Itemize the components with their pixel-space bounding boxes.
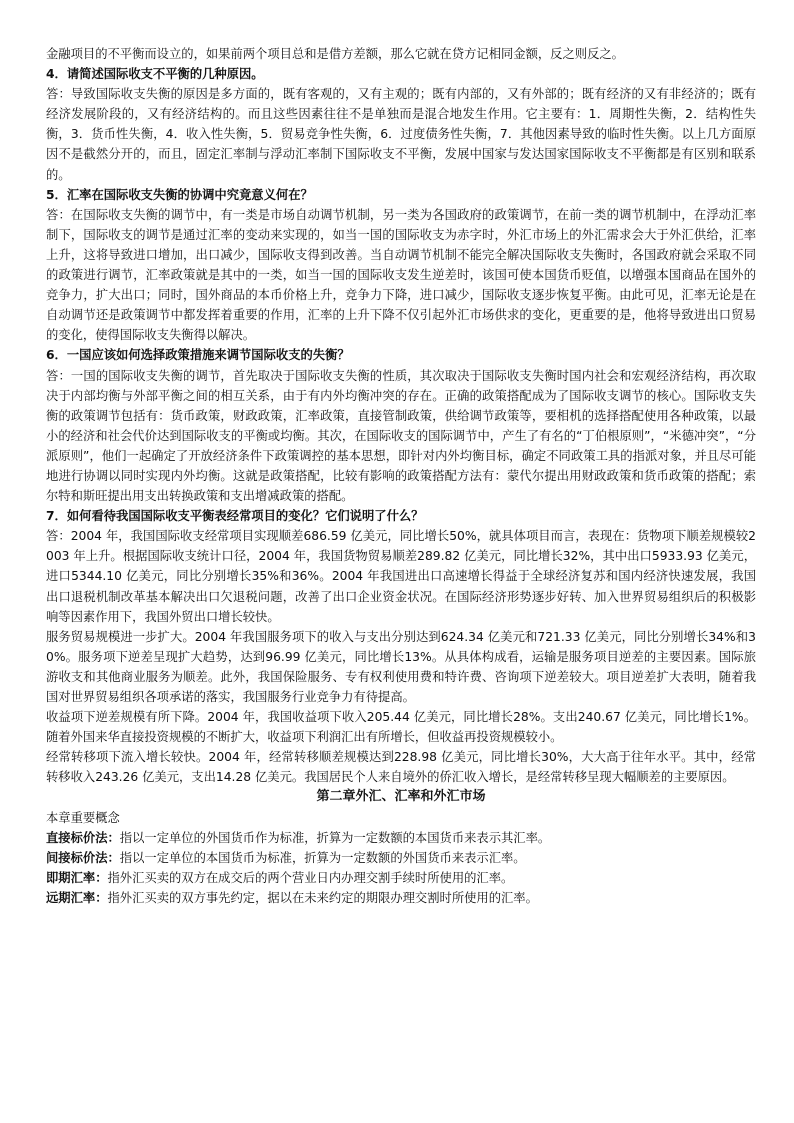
answer-paragraph: 答：在国际收支失衡的调节中，有一类是市场自动调节机制，另一类为各国政府的政策调节，在前一类的调节机制中，在浮动汇率制下，国际收支的调节是通过汇率的变动来实现的，如当一国的国际收支为赤字时，外汇市场上的外汇需求会大于外汇供给，汇率上升，这将导致进口增加，出口减少，国际收支得到改善。当自动调节机制不能完全解决国际收支失衡时，各国政府就会采取不同的政策进行调节，汇率政策就是其中的一类，如当一国的国际收支发生逆差时，该国可使本国货币贬值，以增强本国商品在国外的竞争力，扩大出口；同时，国外商品的本币价格上升，竞争力下降，进口减少，国际收支逐步恢复平衡。由此可见，汇率无论是在自动调节还是政策调节中都发挥着重要的作用，汇率的上升下降不仅引起外汇市场供求的变化，更重要的是，他将导致进出口贸易的变化，使得国际收支失衡得以解决。 [46, 207, 756, 343]
answer-paragraph: 收益项下逆差规模有所下降。2004 年，我国收益项下收入205.44 亿美元，同比增长28%。支出240.67 亿美元，同比增长1%。随着外国来华直接投资规模的不断扩大，收益项下利润汇出有所增长，但收益再投资规模较小。 [46, 710, 756, 745]
intro-paragraph: 金融项目的不平衡而设立的，如果前两个项目总和是借方差额，那么它就在贷方记相同金额，反之则反之。 [46, 47, 624, 61]
answer-paragraph: 答：2004 年，我国国际收支经常项目实现顺差686.59 亿美元，同比增长50%，就具体项目而言，表现在：货物项下顺差规模较2003 年上升。根据国际收支统计口径，2004 年，我国货物贸易顺差289.82 亿美元，同比增长32%，其中出口5933.93 亿美元，进口5344.10 亿美元，同比分别增长35%和36%。2004 年我国进出口高速增长得益于全球经济复苏和国内经济快速发展，我国出口退税机制改革基本解决出口欠退税问题，改善了出口企业资金状况。在国际经济形势逐步好转、加入世界贸易组织后的积极影响等因素作用下，我国外贸出口增长较快。 [46, 529, 756, 624]
chapter-title: 第二章外汇、汇率和外汇市场 [316, 789, 486, 805]
term-definition: 指外汇买卖的双方在成交后的两个营业日内办理交割手续时所使用的汇率。 [107, 870, 514, 885]
chapter-subtitle: 本章重要概念 [46, 810, 120, 825]
term-item [46, 868, 756, 888]
term-definition: 指外汇买卖的双方事先约定，据以在未来约定的期限办理交割时所使用的汇率。 [107, 890, 538, 905]
question-heading: 7．如何看待我国国际收支平衡表经常项目的变化？它们说明了什么？ [46, 509, 424, 524]
answer-paragraph: 服务贸易规模进一步扩大。2004 年我国服务项下的收入与支出分别达到624.34 亿美元和721.33 亿美元，同比分别增长34%和30%。服务项下逆差呈现扩大趋势，达到96.99 亿美元，同比增长13%。从具体构成看，运输是服务项目逆差的主要因素。国际旅游收支和其他商业服务为顺差。此外，我国保险服务、专有权利使用费和特许费、咨询项下逆差较大。项目逆差扩大表明，随着我国对世界贸易组织各项承诺的落实，我国服务行业竞争力有待提高。 [46, 629, 756, 704]
document-page [46, 44, 756, 908]
answer-paragraph: 经常转移项下流入增长较快。2004 年，经常转移顺差规模达到228.98 亿美元，同比增长30%，大大高于往年水平。其中，经常转移收入243.26 亿美元，支出14.28 亿美元。我国居民个人来自境外的侨汇收入增长，是经常转移呈现大幅顺差的主要原因。 [46, 750, 756, 785]
answer-paragraph: 答：导致国际收支失衡的原因是多方面的，既有客观的，又有主观的；既有内部的，又有外部的；既有经济的又有非经济的；既有经济发展阶段的，又有经济结构的。而且这些因素往往不是单独而是混合地发生作用。它主要有：1．周期性失衡，2．结构性失衡，3．货币性失衡，4．收入性失衡，5．贸易竞争性失衡，6．过度债务性失衡，7．其他因素导致的临时性失衡。以上几方面原因不是截然分开的，而且，固定汇率制与浮动汇率制下国际收支不平衡，发展中国家与发达国家国际收支不平衡都是有区别和联系的。 [46, 87, 756, 182]
question-heading: 5．汇率在国际收支失衡的协调中究竟意义何在？ [46, 187, 313, 202]
term-name: 即期汇率： [46, 870, 108, 885]
term-item [46, 848, 756, 868]
section-q7 [46, 506, 756, 787]
term-name: 直接标价法： [46, 830, 120, 845]
section-q5 [46, 185, 756, 346]
term-definition: 指以一定单位的本国货币为标准，折算为一定数额的外国货币来表示汇率。 [119, 850, 526, 865]
section-q4 [46, 64, 756, 185]
section-q6 [46, 345, 756, 506]
term-name: 间接标价法： [46, 850, 120, 865]
answer-paragraph: 答：一国的国际收支失衡的调节，首先取决于国际收支失衡的性质，其次取决于国际收支失衡时国内社会和宏观经济结构，再次取决于内部均衡与外部平衡之间的相互关系，由于有内外均衡冲突的存在。正确的政策搭配成为了国际收支调节的核心。国际收支失衡的政策调节包括有：货币政策，财政政策，汇率政策，直接管制政策，供给调节政策等，要相机的选择搭配使用各种政策，以最小的经济和社会代价达到国际收支的平衡或均衡。其次，在国际收支的国际调节中，产生了有名的“丁伯根原则”，“米德冲突”，“分派原则”，他们一起确定了开放经济条件下政策调控的基本思想，即针对内外均衡目标，确定不同政策工具的指派对象，并且尽可能地进行协调以同时实现内外均衡。这就是政策搭配，比较有影响的政策搭配方法有：蒙代尔提出用财政政策和货币政策的搭配；索尔特和斯旺提出用支出转换政策和支出增减政策的搭配。 [46, 368, 756, 504]
question-heading: 6．一国应该如何选择政策措施来调节国际收支的失衡？ [46, 348, 350, 363]
term-item [46, 888, 756, 908]
term-definition: 指以一定单位的外国货币作为标准，折算为一定数额的本国货币来表示其汇率。 [119, 830, 551, 845]
question-heading: 4．请简述国际收支不平衡的几种原因。 [46, 67, 264, 82]
term-name: 远期汇率： [46, 890, 108, 905]
term-item [46, 828, 756, 848]
